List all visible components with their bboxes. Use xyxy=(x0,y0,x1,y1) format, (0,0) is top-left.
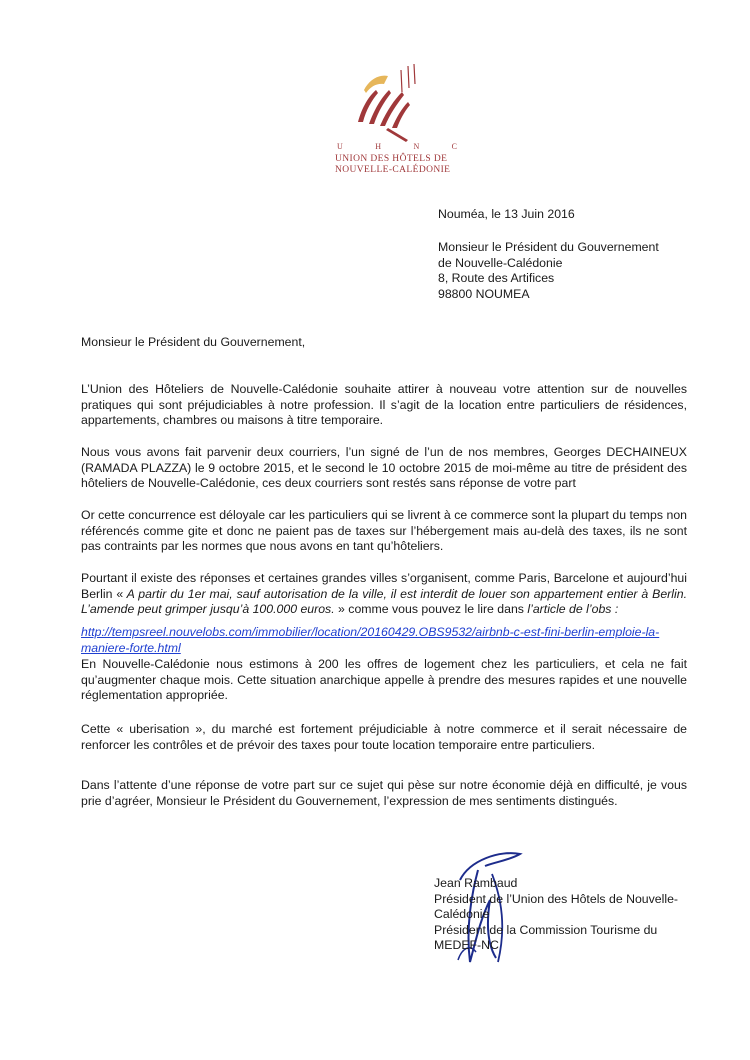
logo-letter: C xyxy=(451,142,457,151)
salutation: Monsieur le Président du Gouvernement, xyxy=(81,335,306,349)
article-link[interactable] xyxy=(81,625,659,656)
article-link-line[interactable]: http://tempsreel.nouvelobs.com/immobilier/location/20160429.OBS9532/airbnb-c-est-fini-berlin-emploie-la- xyxy=(81,625,660,639)
signatory-title: Calédonie xyxy=(434,907,490,921)
paragraph-6: Cette « uberisation », du marché est fortement préjudiciable à notre commerce et il serait nécessaire de renforcer les contrôles et de prévoir des taxes pour toute location temporaire entre particuliers. xyxy=(81,722,687,752)
letter-date: Nouméa, le 13 Juin 2016 xyxy=(438,207,575,221)
paragraph-5: En Nouvelle-Calédonie nous estimons à 200 les offres de logement chez les particuliers, et cela ne fait qu’augmenter chaque mois. Cette situation anarchique appelle à prendre des mesures rapides et une nouvelle réglementation appropriée. xyxy=(81,657,687,702)
recipient-line: 8, Route des Artifices xyxy=(438,271,555,285)
paragraph-7: Dans l’attente d’une réponse de votre part sur ce sujet qui pèse sur notre économie déjà en difficulté, je vous prie d’agréer, Monsieur le Président du Gouvernement, l’expression de mes sentiments distingués. xyxy=(81,778,687,808)
recipient-line: Monsieur le Président du Gouvernement xyxy=(438,240,659,254)
logo-organization-name xyxy=(335,154,465,176)
recipient-address xyxy=(438,240,659,302)
logo-letter: N xyxy=(413,142,420,151)
paragraph-4-intro: Pourtant il existe des réponses et certaines grandes villes s’organisent, comme Paris, Barcelone et aujourd’hui Berlin « xyxy=(81,571,687,601)
paragraph-2: Nous vous avons fait parvenir deux courriers, l’un signé de l’un de nos membres, Georges DECHAINEUX (RAMADA PLAZZA) le 9 octobre 2015, et le second le 10 octobre 2015 de moi-même au titre de président des hôteliers de Nouvelle-Calédonie, ces deux courriers sont restés sans réponse de votre part xyxy=(81,445,687,490)
berlin-quote: A partir du 1er mai, sauf autorisation de la ville, il est interdit de louer son appartement entier à Berlin. L’amende peut grimper jusqu’à 100.000 euros. xyxy=(81,586,687,616)
logo-letter: H xyxy=(375,142,381,151)
paragraph-4-mid: » comme vous pouvez le lire dans xyxy=(334,602,528,616)
logo-name-line: NOUVELLE-CALÉDONIE xyxy=(335,165,451,175)
uhnc-logo xyxy=(336,62,456,142)
source-reference: l’article de l’obs : xyxy=(527,602,619,616)
article-link-line[interactable]: maniere-forte.html xyxy=(81,640,181,655)
paragraph-3: Or cette concurrence est déloyale car les particuliers qui se livrent à ce commerce sont la plupart du temps non référencés comme gite et donc ne paient pas de taxes sur l’hébergement mais au-delà des taxes, ils ne sont pas contraints par les normes que nous avons en tant qu’hôteliers. xyxy=(81,508,687,553)
paragraph-4 xyxy=(81,571,687,618)
paragraph-1: L’Union des Hôteliers de Nouvelle-Calédonie souhaite attirer à nouveau votre attention sur de nouvelles pratiques qui sont préjudiciables à notre profession. Il s’agit de la location entre particuliers de résidences, appartements, chambres ou maisons à titre temporaire. xyxy=(81,382,687,427)
logo-letters xyxy=(337,142,457,151)
signatory-title: Président de l’Union des Hôtels de Nouvelle- xyxy=(434,891,679,906)
recipient-line: 98800 NOUMEA xyxy=(438,286,530,301)
signatory-title: Président de la Commission Tourisme du xyxy=(434,922,658,937)
recipient-line: de Nouvelle-Calédonie xyxy=(438,255,563,270)
uhnc-logo-mark xyxy=(344,62,444,142)
signature-block xyxy=(434,876,678,954)
logo-letter: U xyxy=(337,142,343,151)
signatory-name: Jean Rambaud xyxy=(434,876,518,890)
signatory-title: MEDEF-NC xyxy=(434,938,499,952)
logo-name-line: UNION DES HÔTELS DE xyxy=(335,154,448,164)
